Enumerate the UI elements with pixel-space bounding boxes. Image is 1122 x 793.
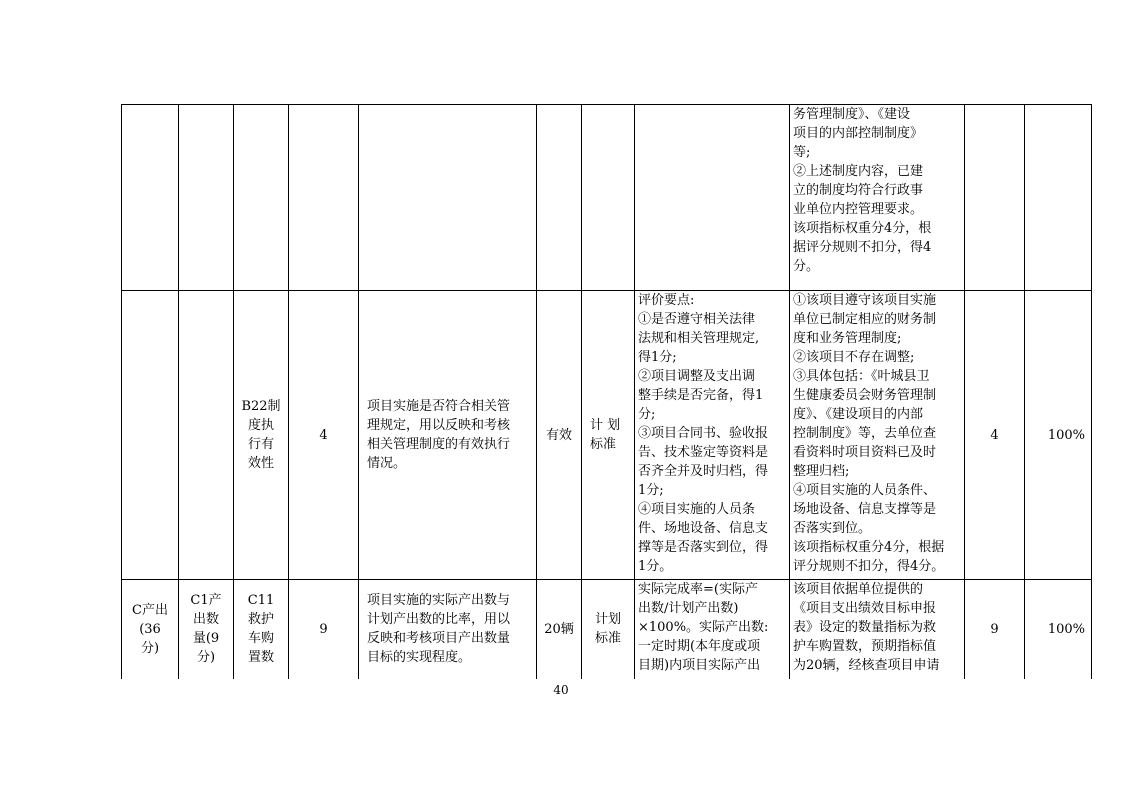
indicator-cell: B22制 度执 行有 效性 bbox=[234, 291, 289, 580]
weight-cell: 9 bbox=[289, 580, 359, 679]
score-cell: 9 bbox=[965, 580, 1025, 679]
level2-cell: C1产 出数 量(9 分) bbox=[179, 580, 234, 679]
indicator-cell: C11 救护 车购 置数 bbox=[234, 580, 289, 679]
standard-cell: 计划 标准 bbox=[582, 580, 635, 679]
level2-cell bbox=[179, 105, 234, 291]
table-row bbox=[122, 291, 1092, 580]
rate-cell: 100% bbox=[1025, 291, 1092, 580]
page-number: 40 bbox=[553, 683, 569, 697]
level1-cell: C产出 (36 分) bbox=[122, 580, 179, 679]
standard-cell: 计 划 标准 bbox=[582, 291, 635, 580]
table-row bbox=[122, 580, 1092, 679]
score-cell: 4 bbox=[965, 291, 1025, 580]
evaluation-table bbox=[121, 104, 1092, 679]
explanation-cell: 项目实施是否符合相关管 理规定，用以反映和考核 相关管理制度的有效执行 情况。 bbox=[359, 291, 537, 580]
target-cell: 20辆 bbox=[537, 580, 582, 679]
level1-cell bbox=[122, 105, 179, 291]
criteria-cell: 评价要点: ①是否遵守相关法律 法规和相关管理规定, 得1分; ②项目调整及支出调 整手续是否完备，得1 分; ③项目合同书、验收报 告、技术鉴定等资料是 否齐全并及时归档，得 1分; ④项目实施的人员条 件、场地设备、信息支 撑等是否落实到位，得 1分。 bbox=[635, 291, 790, 580]
table-row bbox=[122, 105, 1092, 291]
result-cell: ①该项目遵守该项目实施 单位已制定相应的财务制 度和业务管理制度; ②该项目不存在调整; ③具体包括：《叶城县卫 生健康委员会财务管理制 度》、《建设项目的内部 控制制度》等，去单位查 看资料时项目资料已及时 整理归档; ④项目实施的人员条件、 场地设备、信息支撑等是 否落实到位。 该项指标权重分4分，根据 评分规则不扣分，得4分。 bbox=[790, 291, 965, 580]
weight-cell: 4 bbox=[289, 291, 359, 580]
level1-cell bbox=[122, 291, 179, 580]
result-cell: 务管理制度》、《建设 项目的内部控制制度》 等; ②上述制度内容，已建 立的制度均符合行政事 业单位内控管理要求。 该项指标权重分4分，根 据评分规则不扣分，得4 分。 bbox=[790, 105, 965, 291]
rate-cell: 100% bbox=[1025, 580, 1092, 679]
level2-cell bbox=[179, 291, 234, 580]
criteria-cell: 实际完成率=(实际产 出数/计划产出数) ×100%。实际产出数: 一定时期(本年度或项 目期)内项目实际产出 bbox=[635, 580, 790, 679]
target-cell: 有效 bbox=[537, 291, 582, 580]
explanation-cell: 项目实施的实际产出数与 计划产出数的比率，用以 反映和考核项目产出数量 目标的实现程度。 bbox=[359, 580, 537, 679]
result-cell: 该项目依据单位提供的 《项目支出绩效目标申报 表》设定的数量指标为救 护车购置数，预期指标值 为20辆，经核查项目申请 bbox=[790, 580, 965, 679]
